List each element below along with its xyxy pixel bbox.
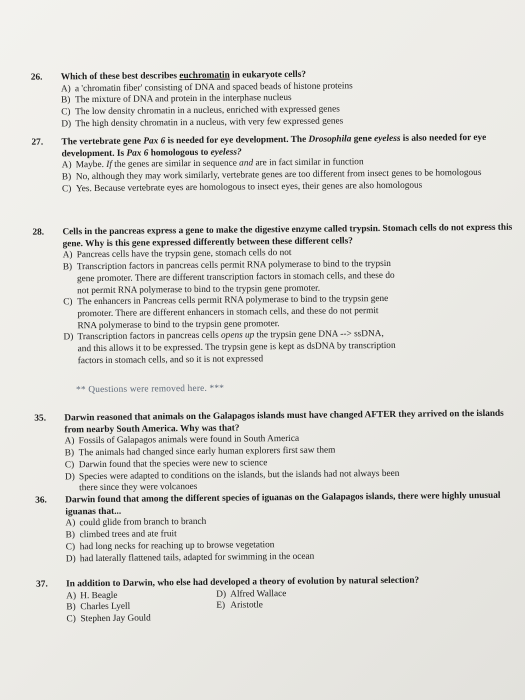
- answer-option[interactable]: C) Darwin found that the species were new to science: [64, 458, 268, 471]
- answer-option[interactable]: D) The high density chromatin in a nucleus, with very few expressed genes: [61, 116, 344, 130]
- answer-option[interactable]: B) Charles Lyell: [66, 602, 131, 613]
- answer-option[interactable]: A) Maybe. If the genes are similar in sequence and are in fact similar in function: [61, 157, 364, 171]
- answer-option[interactable]: B) Transcription factors in pancreas cells permit RNA polymerase to bind to the trypsin gene promoter. There are different transcription factors in stomach cells, and these do not permit RNA polymerase to bind to the trypsin gene promoter.: [62, 259, 395, 296]
- answer-options: [35, 432, 516, 496]
- question-35: [34, 409, 515, 496]
- answer-option[interactable]: A) could glide from branch to branch: [65, 517, 207, 529]
- question-stem: 28. Cells in the pancreas express a gene to make the digestive enzyme called trypsin. Stomach cells do not express this gene. Why is this gene expressed differently between these different cells?: [32, 222, 513, 250]
- answer-option[interactable]: B) The mixture of DNA and protein in the interphase nucleus: [61, 93, 292, 106]
- question-36: [35, 491, 516, 566]
- answer-option[interactable]: B) No, although they may work similarly, vertebrate genes are too different from insect genes to be homologous: [61, 168, 482, 183]
- answer-option[interactable]: D) had laterally flattened tails, adapted for swimming in the ocean: [65, 551, 315, 564]
- question-stem: 26. Which of these best describes euchromatin in eukaryote cells?: [30, 69, 307, 83]
- question-stem: 36. Darwin found that among the different species of iguanas on the Galapagos islands, there were highly unusual iguanas that...: [35, 490, 501, 518]
- question-stem: 35. Darwin reasoned that animals on the Galapagos islands must have changed AFTER they arrived on the islands from nearby South America. Why was that?: [34, 408, 504, 436]
- answer-option[interactable]: D) Alfred Wallace: [216, 588, 287, 600]
- question-number: 35.: [34, 413, 47, 424]
- question-28: [32, 223, 513, 368]
- answer-option[interactable]: D) Species were adapted to conditions on the islands, but the islands had not always been there since they were volcanoes: [64, 468, 400, 494]
- answer-option[interactable]: A) Fossils of Galapagos animals were found in South America: [64, 434, 300, 447]
- question-37: [36, 575, 516, 627]
- answer-option[interactable]: B) climbed trees and ate fruit: [65, 529, 177, 541]
- answer-options: [33, 246, 514, 368]
- answer-option[interactable]: C) The enhancers in Pancreas cells permit RNA polymerase to bind to the trypsin gene promoter. There are different enhancers in stomach cells, and these do not permit RNA polymerase to bind to the trypsin gene promoter.: [63, 294, 389, 331]
- question-stem: 27. The vertebrate gene Pax 6 is needed for eye development. The Drosophila gene eyeless is also needed for eye development. Is Pax 6 homologous to eyeless?: [31, 132, 487, 160]
- answer-options: [32, 156, 512, 196]
- question-stem: 37. In addition to Darwin, who else had developed a theory of evolution by natural selection?: [36, 575, 420, 590]
- question-27: [31, 133, 512, 197]
- answer-options: [36, 586, 516, 626]
- answer-options: [35, 514, 515, 566]
- question-number: 37.: [36, 579, 48, 590]
- answer-option[interactable]: A) H. Beagle: [66, 590, 118, 602]
- answer-options: [31, 79, 511, 131]
- question-number: 27.: [31, 137, 44, 148]
- answer-option[interactable]: C) had long necks for reaching up to browse vegetation: [65, 539, 275, 553]
- question-number: 28.: [32, 227, 45, 238]
- answer-option[interactable]: C) Yes. Because vertebrate eyes are homologous to insect eyes, their genes are also homologous: [61, 180, 423, 195]
- answer-option[interactable]: A) Pancreas cells have the trypsin gene, stomach cells do not: [62, 248, 292, 261]
- question-number: 26.: [30, 72, 43, 83]
- answer-option[interactable]: E) Aristotle: [216, 600, 263, 612]
- removed-questions-note: ** Questions were removed here. ***: [76, 383, 225, 396]
- answer-option[interactable]: B) The animals had changed since early human explorers first saw them: [64, 445, 336, 459]
- answer-option[interactable]: C) Stephen Jay Gould: [66, 613, 151, 625]
- answer-option[interactable]: D) Transcription factors in pancreas cells opens up the trypsin gene DNA --> ssDNA, and this allows it to be expressed. The trypsin gene is kept as dsDNA by transcription factors in stomach cells, and so it is not expressed: [63, 329, 396, 366]
- question-number: 36.: [35, 495, 47, 506]
- answer-option[interactable]: A) a 'chromatin fiber' consisting of DNA and spaced beads of histone proteins: [60, 81, 353, 95]
- answer-option[interactable]: C) The low density chromatin in a nucleus, enriched with expressed genes: [61, 104, 340, 118]
- question-26: [31, 68, 512, 132]
